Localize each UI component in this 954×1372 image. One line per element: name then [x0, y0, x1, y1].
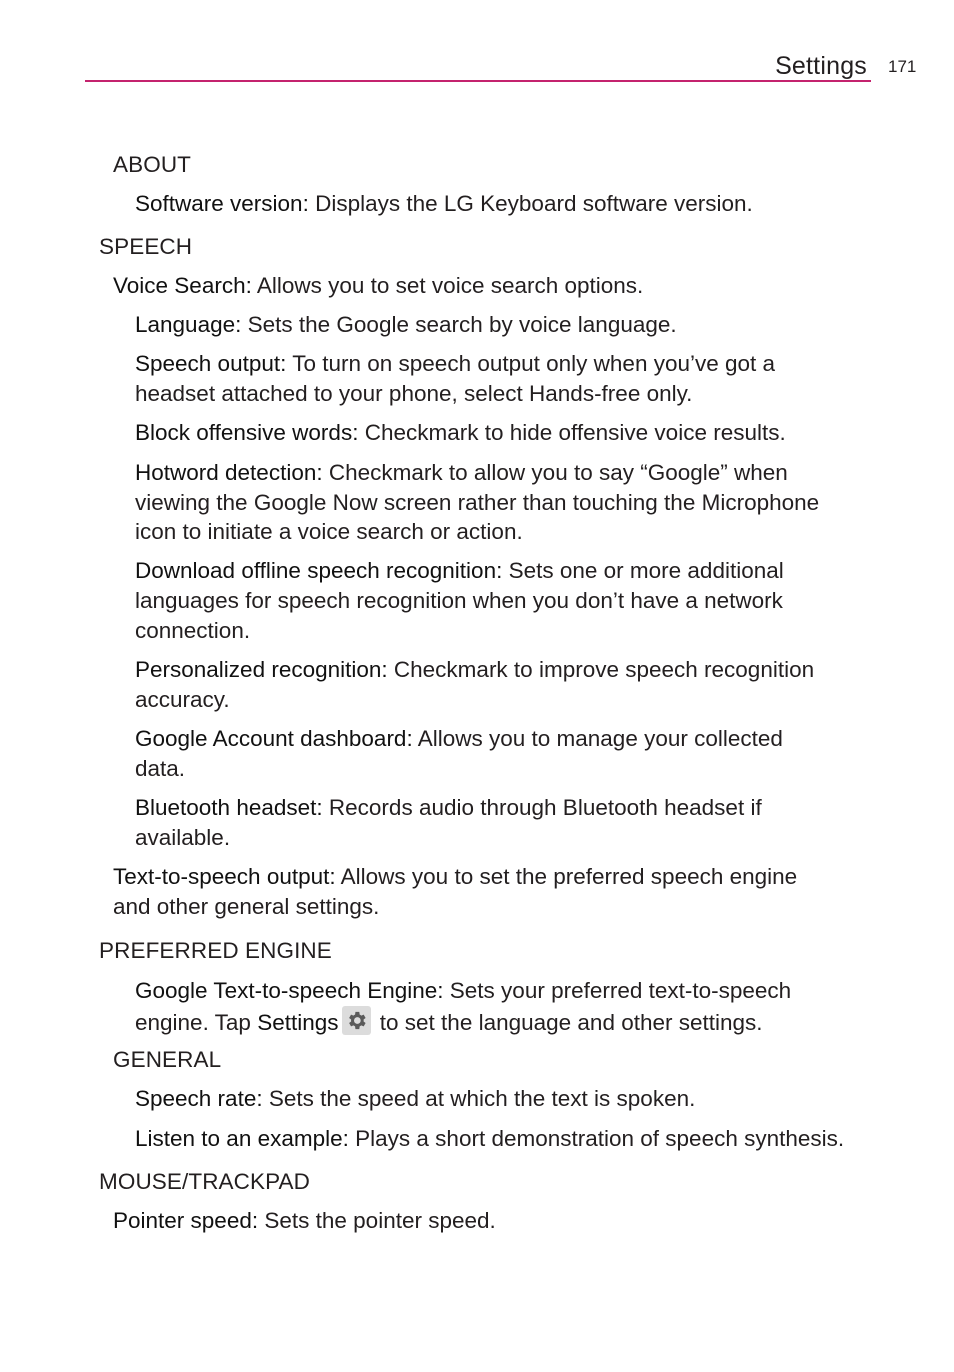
entry-label: Personalized recognition: — [135, 657, 388, 682]
entry-language — [135, 310, 677, 340]
settings-ref-label: Settings — [257, 1010, 339, 1035]
entry-dashboard — [135, 724, 783, 754]
entry-bluetooth-cont: available. — [135, 825, 231, 850]
entry-speech-rate — [135, 1084, 695, 1114]
entry-offline-recognition — [135, 556, 784, 586]
entry-voice-search — [113, 271, 643, 301]
entry-text: Records audio through Bluetooth headset if — [322, 795, 762, 820]
gear-icon — [342, 1006, 371, 1035]
entry-text: Sets one or more additional — [502, 558, 784, 583]
entry-label: Listen to an example: — [135, 1126, 349, 1151]
section-heading-preferred-engine: PREFERRED ENGINE — [99, 938, 332, 963]
entry-text: To turn on speech output only when you’ve got a — [286, 351, 776, 376]
section-heading-mouse-trackpad: MOUSE/TRACKPAD — [99, 1169, 311, 1194]
entry-text: Sets your preferred text-to-speech — [443, 978, 792, 1003]
entry-dashboard-cont: data. — [135, 756, 186, 781]
entry-speech-output-cont: headset attached to your phone, select Hands-free only. — [135, 381, 693, 406]
entry-label: Hotword detection: — [135, 460, 323, 485]
entry-label: Google Text-to-speech Engine: — [135, 978, 444, 1003]
header-divider — [85, 80, 871, 82]
entry-hotword — [135, 458, 788, 488]
section-heading-about: ABOUT — [113, 152, 192, 177]
entry-listen-example — [135, 1124, 844, 1154]
entry-google-tts-cont — [135, 1006, 763, 1038]
entry-text: Sets the pointer speed. — [258, 1208, 496, 1233]
entry-label: Text-to-speech output: — [113, 864, 336, 889]
entry-google-tts — [135, 976, 791, 1006]
entry-label: Speech output: — [135, 351, 287, 376]
entry-pointer-speed — [113, 1206, 496, 1236]
entry-label: Block offensive words: — [135, 420, 359, 445]
entry-text: Allows you to manage your collected — [412, 726, 783, 751]
entry-speech-output — [135, 349, 775, 379]
entry-text: Allows you to set the preferred speech engine — [335, 864, 798, 889]
entry-text: engine. Tap — [135, 1010, 258, 1035]
entry-text: Checkmark to hide offensive voice results. — [358, 420, 786, 445]
entry-software-version — [135, 189, 753, 219]
entry-label: Google Account dashboard: — [135, 726, 413, 751]
entry-label: Pointer speed: — [113, 1208, 259, 1233]
entry-text: to set the language and other settings. — [373, 1010, 763, 1035]
entry-text: Allows you to set voice search options. — [251, 273, 644, 298]
entry-personalized-cont: accuracy. — [135, 687, 230, 712]
entry-label: Bluetooth headset: — [135, 795, 323, 820]
entry-text: Checkmark to allow you to say “Google” when — [322, 460, 788, 485]
entry-hotword-cont: viewing the Google Now screen rather than touching the Microphone — [135, 490, 820, 515]
entry-label: Software version: — [135, 191, 309, 216]
page-number: 171 — [888, 57, 917, 76]
entry-offline-cont: languages for speech recognition when you don’t have a network — [135, 588, 783, 613]
entry-label: Speech rate: — [135, 1086, 263, 1111]
entry-text: Sets the speed at which the text is spoken. — [262, 1086, 696, 1111]
entry-tts-output-cont: and other general settings. — [113, 894, 380, 919]
entry-label: Language: — [135, 312, 242, 337]
entry-offline-cont: connection. — [135, 618, 251, 643]
section-heading-speech: SPEECH — [99, 234, 193, 259]
entry-text: Checkmark to improve speech recognition — [387, 657, 815, 682]
entry-personalized — [135, 655, 814, 685]
entry-text: Sets the Google search by voice language. — [241, 312, 677, 337]
page-header-title: Settings — [775, 52, 867, 80]
entry-label: Download offline speech recognition: — [135, 558, 503, 583]
section-heading-general: GENERAL — [113, 1047, 222, 1072]
entry-text: Plays a short demonstration of speech synthesis. — [348, 1126, 845, 1151]
entry-block-offensive — [135, 418, 786, 448]
entry-label: Voice Search: — [113, 273, 252, 298]
entry-text: Displays the LG Keyboard software version. — [308, 191, 753, 216]
entry-tts-output — [113, 862, 797, 892]
entry-hotword-cont: icon to initiate a voice search or action. — [135, 519, 523, 544]
entry-bluetooth — [135, 793, 762, 823]
